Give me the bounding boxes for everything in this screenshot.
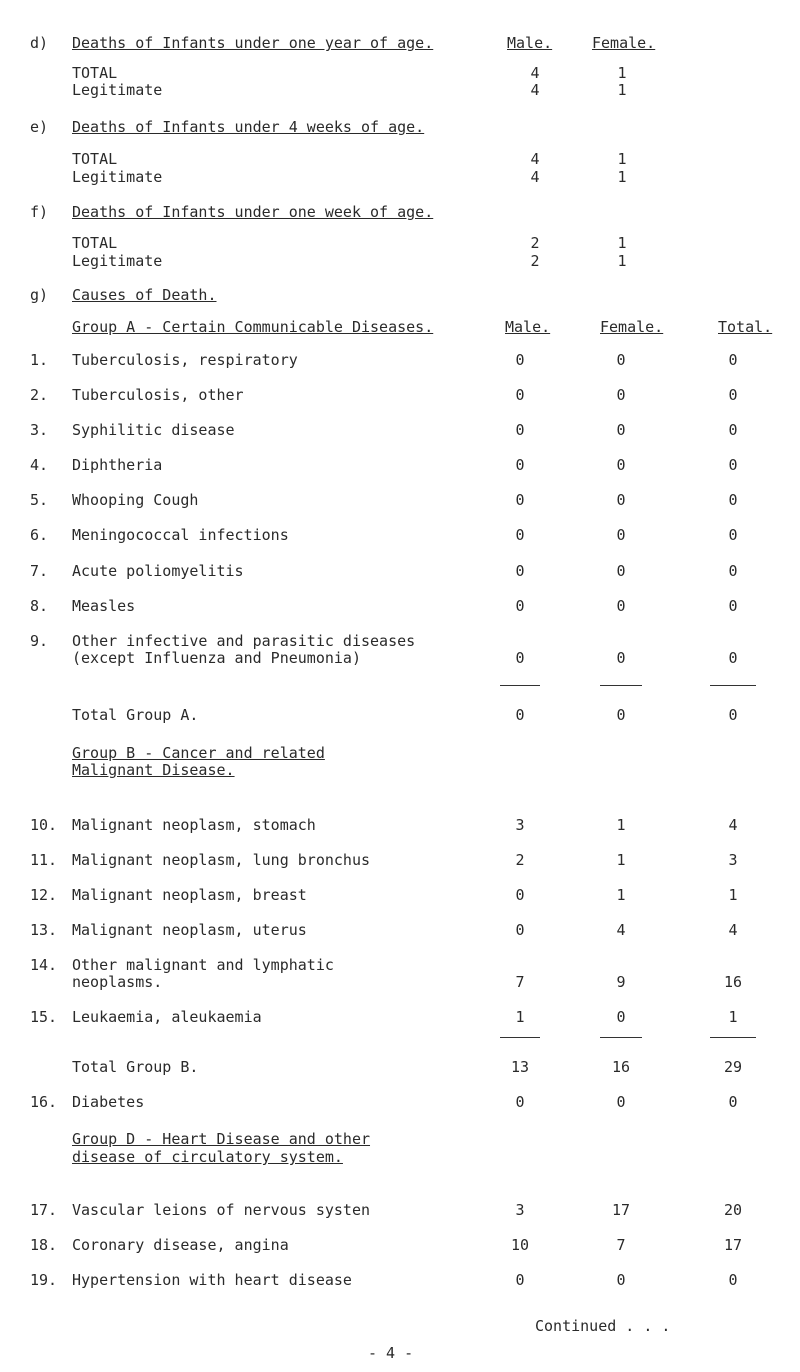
group-b-row-male: 1 [515, 1008, 525, 1026]
group-a-row-male: 0 [515, 456, 525, 474]
group-d-row-male: 3 [515, 1201, 525, 1219]
section-d-total-label: TOTAL [72, 64, 118, 82]
page-number: - 4 - [368, 1344, 414, 1362]
group-a-row-num: 4. [30, 456, 49, 474]
col-male-header: Male. [505, 318, 551, 336]
group-b-row-label: Malignant neoplasm, stomach [72, 816, 316, 834]
section-d-heading: Deaths of Infants under one year of age. [72, 34, 434, 52]
group-a-row-male: 0 [515, 526, 525, 544]
group-b-row-female: 4 [616, 921, 626, 939]
section-d-total-male: 4 [530, 64, 540, 82]
group-a-row-num: 6. [30, 526, 49, 544]
row-16-label: Diabetes [72, 1093, 145, 1111]
rule-male-b [500, 1037, 540, 1038]
group-b-row-num: 11. [30, 851, 58, 869]
row-16-num: 16. [30, 1093, 58, 1111]
group-a-row-num: 9. [30, 632, 49, 650]
group-a-row-total: 0 [728, 386, 738, 404]
group-a-row-female: 0 [616, 526, 626, 544]
section-f-total-female: 1 [617, 234, 627, 252]
section-letter-f: f) [30, 203, 49, 221]
group-b-row-male: 0 [515, 921, 525, 939]
group-a-total-male: 0 [515, 706, 525, 724]
col-female-header: Female. [600, 318, 664, 336]
group-a-row-male: 0 [515, 597, 525, 615]
group-b-row-total: 4 [728, 816, 738, 834]
section-d-legit-label: Legitimate [72, 81, 163, 99]
group-d-row-total: 20 [723, 1201, 743, 1219]
group-a-row-total: 0 [728, 421, 738, 439]
group-d-row-female: 0 [616, 1271, 626, 1289]
group-a-row-num: 7. [30, 562, 49, 580]
section-e-total-male: 4 [530, 150, 540, 168]
group-a-row-male: 0 [515, 491, 525, 509]
group-b-row-total: 1 [728, 886, 738, 904]
group-a-row-female: 0 [616, 386, 626, 404]
group-a-heading: Group A - Certain Communicable Diseases. [72, 318, 434, 336]
group-b-row-male: 3 [515, 816, 525, 834]
group-a-row-total: 0 [728, 526, 738, 544]
section-g-heading: Causes of Death. [72, 286, 217, 304]
group-d-row-total: 0 [728, 1271, 738, 1289]
group-d-row-total: 17 [723, 1236, 743, 1254]
group-a-row-num: 2. [30, 386, 49, 404]
group-a-row-male: 0 [515, 386, 525, 404]
group-b-total-total: 29 [723, 1058, 743, 1076]
group-b-row-female: 9 [616, 973, 626, 991]
group-b-row-female: 0 [616, 1008, 626, 1026]
group-a-row-label-cont: (except Influenza and Pneumonia) [72, 649, 361, 667]
group-a-row-total: 0 [728, 456, 738, 474]
section-e-total-label: TOTAL [72, 150, 118, 168]
group-a-row-total: 0 [728, 562, 738, 580]
female-header: Female. [592, 34, 656, 52]
row-16-male: 0 [515, 1093, 525, 1111]
group-d-row-female: 7 [616, 1236, 626, 1254]
group-a-row-total: 0 [728, 491, 738, 509]
group-b-heading-2: Malignant Disease. [72, 761, 235, 779]
group-a-row-male: 0 [515, 351, 525, 369]
section-letter-g: g) [30, 286, 49, 304]
rule-total-b [710, 1037, 756, 1038]
group-a-row-female: 0 [616, 351, 626, 369]
group-d-row-label: Hypertension with heart disease [72, 1271, 352, 1289]
group-d-row-female: 17 [611, 1201, 631, 1219]
group-b-row-total: 3 [728, 851, 738, 869]
group-a-total-female: 0 [616, 706, 626, 724]
section-e-total-female: 1 [617, 150, 627, 168]
section-f-legit-female: 1 [617, 252, 627, 270]
group-b-row-num: 10. [30, 816, 58, 834]
group-d-row-num: 19. [30, 1271, 58, 1289]
group-a-row-female: 0 [616, 649, 626, 667]
group-b-row-female: 1 [616, 851, 626, 869]
group-a-row-female: 0 [616, 421, 626, 439]
group-a-row-male: 0 [515, 649, 525, 667]
group-a-row-label: Syphilitic disease [72, 421, 235, 439]
group-a-row-label: Tuberculosis, other [72, 386, 244, 404]
group-a-row-female: 0 [616, 491, 626, 509]
section-d-legit-male: 4 [530, 81, 540, 99]
section-e-legit-female: 1 [617, 168, 627, 186]
rule-male-a [500, 685, 540, 686]
group-b-row-label: Leukaemia, aleukaemia [72, 1008, 262, 1026]
group-a-row-total: 0 [728, 351, 738, 369]
group-a-row-label: Other infective and parasitic diseases [72, 632, 416, 650]
group-a-row-label: Diphtheria [72, 456, 163, 474]
group-b-row-male: 0 [515, 886, 525, 904]
group-b-row-num: 15. [30, 1008, 58, 1026]
group-d-heading-1: Group D - Heart Disease and other [72, 1130, 371, 1148]
rule-female-a [600, 685, 642, 686]
section-e-legit-male: 4 [530, 168, 540, 186]
group-d-row-male: 10 [510, 1236, 530, 1254]
group-b-row-label: Malignant neoplasm, uterus [72, 921, 307, 939]
group-d-heading-2: disease of circulatory system. [72, 1148, 343, 1166]
group-b-total-male: 13 [510, 1058, 530, 1076]
group-b-row-female: 1 [616, 816, 626, 834]
row-16-total: 0 [728, 1093, 738, 1111]
group-b-row-label: Other malignant and lymphatic [72, 956, 334, 974]
group-a-row-total: 0 [728, 597, 738, 615]
group-a-row-male: 0 [515, 421, 525, 439]
group-b-row-total: 4 [728, 921, 738, 939]
group-b-total-label: Total Group B. [72, 1058, 199, 1076]
section-e-legit-label: Legitimate [72, 168, 163, 186]
section-letter-d: d) [30, 34, 49, 52]
group-b-row-total: 1 [728, 1008, 738, 1026]
section-d-total-female: 1 [617, 64, 627, 82]
rule-total-a [710, 685, 756, 686]
group-b-row-label-cont: neoplasms. [72, 973, 163, 991]
group-b-row-male: 2 [515, 851, 525, 869]
section-f-legit-male: 2 [530, 252, 540, 270]
group-b-row-num: 14. [30, 956, 58, 974]
group-a-row-label: Acute poliomyelitis [72, 562, 244, 580]
section-f-total-male: 2 [530, 234, 540, 252]
group-a-row-num: 5. [30, 491, 49, 509]
group-b-row-num: 13. [30, 921, 58, 939]
group-a-row-label: Measles [72, 597, 136, 615]
section-e-heading: Deaths of Infants under 4 weeks of age. [72, 118, 425, 136]
group-a-row-label: Tuberculosis, respiratory [72, 351, 298, 369]
section-f-legit-label: Legitimate [72, 252, 163, 270]
group-a-total-label: Total Group A. [72, 706, 199, 724]
group-a-row-female: 0 [616, 597, 626, 615]
group-a-row-label: Meningococcal infections [72, 526, 289, 544]
group-b-row-label: Malignant neoplasm, breast [72, 886, 307, 904]
group-a-row-num: 3. [30, 421, 49, 439]
row-16-female: 0 [616, 1093, 626, 1111]
group-d-row-label: Coronary disease, angina [72, 1236, 289, 1254]
group-d-row-label: Vascular leions of nervous systen [72, 1201, 371, 1219]
group-a-row-total: 0 [728, 649, 738, 667]
group-b-heading-1: Group B - Cancer and related [72, 744, 325, 762]
group-a-row-female: 0 [616, 562, 626, 580]
group-d-row-male: 0 [515, 1271, 525, 1289]
group-d-row-num: 18. [30, 1236, 58, 1254]
section-d-legit-female: 1 [617, 81, 627, 99]
male-header: Male. [507, 34, 553, 52]
section-f-heading: Deaths of Infants under one week of age. [72, 203, 434, 221]
group-b-row-male: 7 [515, 973, 525, 991]
group-a-row-label: Whooping Cough [72, 491, 199, 509]
group-a-row-male: 0 [515, 562, 525, 580]
col-total-header: Total. [718, 318, 773, 336]
group-b-row-total: 16 [723, 973, 743, 991]
group-a-row-female: 0 [616, 456, 626, 474]
group-b-row-num: 12. [30, 886, 58, 904]
group-b-total-female: 16 [611, 1058, 631, 1076]
group-d-row-num: 17. [30, 1201, 58, 1219]
section-f-total-label: TOTAL [72, 234, 118, 252]
section-letter-e: e) [30, 118, 49, 136]
continued-text: Continued . . . [535, 1317, 671, 1335]
group-a-row-num: 1. [30, 351, 49, 369]
group-a-total-total: 0 [728, 706, 738, 724]
rule-female-b [600, 1037, 642, 1038]
group-a-row-num: 8. [30, 597, 49, 615]
group-b-row-female: 1 [616, 886, 626, 904]
group-b-row-label: Malignant neoplasm, lung bronchus [72, 851, 371, 869]
